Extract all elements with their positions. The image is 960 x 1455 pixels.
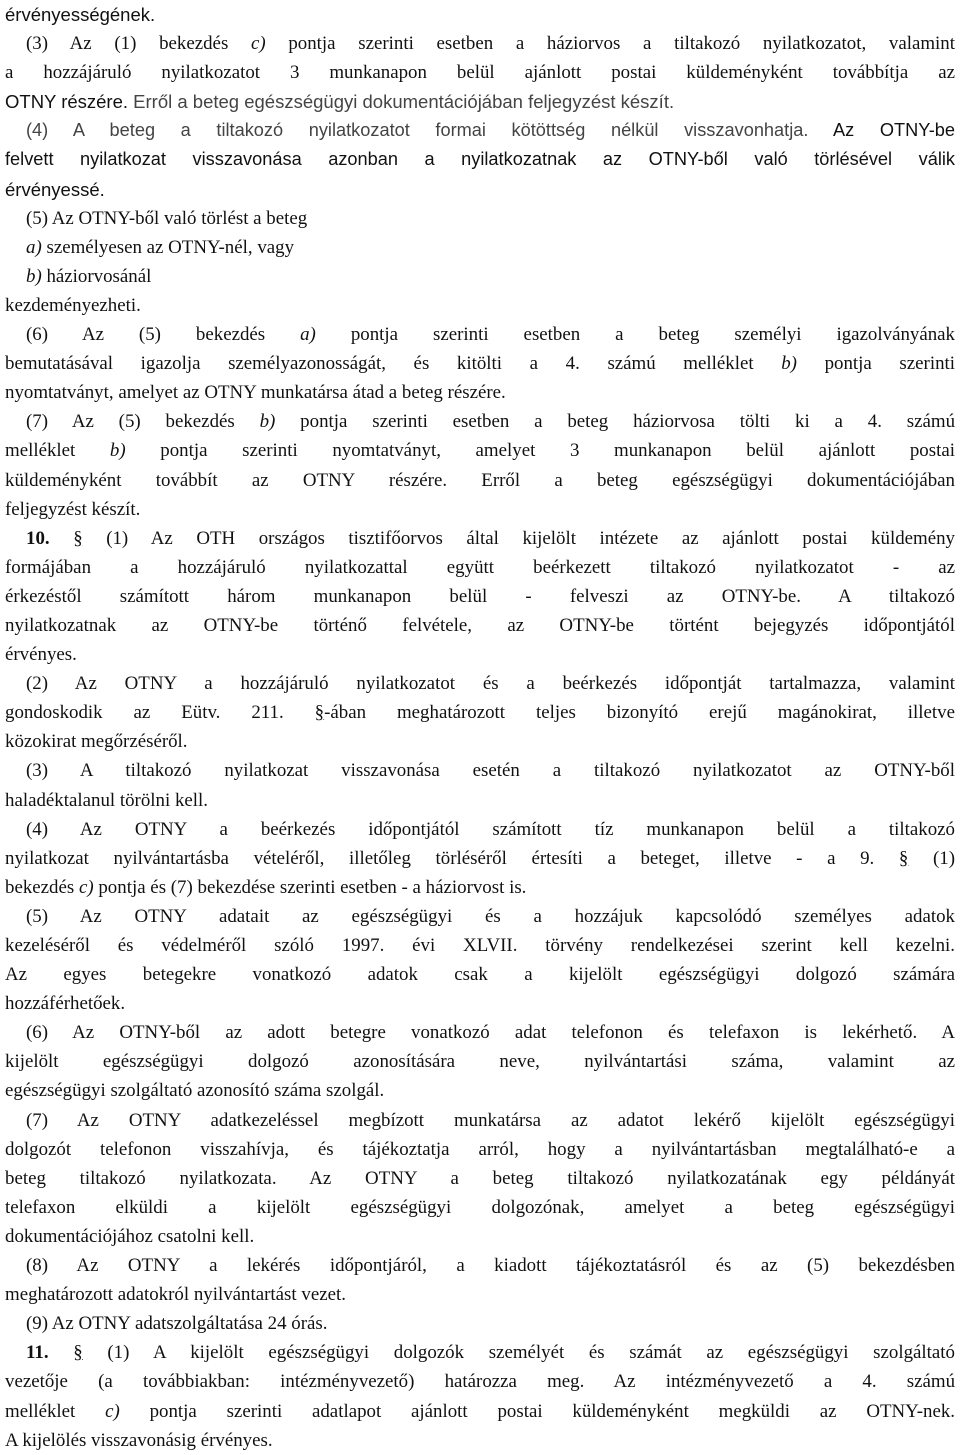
text-line-26: [5, 727, 955, 756]
text-line-33: [5, 931, 955, 960]
text-line-6: [5, 145, 955, 174]
text-line-10: [5, 262, 955, 291]
line-11-seg-1: kezdeményezheti.: [5, 294, 141, 316]
text-line-25: [5, 698, 955, 727]
text-line-11: [5, 291, 955, 320]
text-line-44: [5, 1251, 955, 1280]
line-20-seg-1: formájában a hozzájáruló nyilatkozattal együtt beérkezett tiltakozó nyilatkozatot - az: [5, 556, 955, 578]
line-15-seg-2: b): [259, 411, 276, 433]
line-9-seg-2: személyesen az OTNY-nél, vagy: [41, 236, 295, 258]
line-31-seg-3: pontja és (7) bekezdése szerinti esetben - a háziorvost is.: [93, 876, 527, 898]
line-24-seg-1: (2) Az OTNY a hozzájáruló nyilatkozatot és a beérkezés időpontját tartalmazza, valamint: [26, 673, 955, 695]
line-2-seg-3: pontja szerinti esetben a háziorvos a tiltakozó nyilatkozatot, valamint: [265, 33, 955, 55]
line-15-seg-3: pontja szerinti esetben a beteg háziorvosa tölti ki a 4.: [275, 411, 882, 433]
line-7-seg-1: érvényessé.: [5, 178, 105, 200]
text-line-21: [5, 582, 955, 611]
line-47-seg-2: [49, 1342, 74, 1363]
text-line-37: [5, 1047, 955, 1076]
text-line-32: [5, 902, 955, 931]
line-16-seg-1: melléklet: [5, 440, 110, 462]
text-line-20: [5, 553, 955, 582]
line-31-seg-1: bekezdés: [5, 876, 79, 898]
text-line-22: [5, 611, 955, 640]
line-46-seg-1: (9) Az OTNY adatszolgáltatása 24 órás.: [26, 1313, 328, 1335]
line-12-seg-2: a): [300, 324, 316, 346]
line-49-seg-2: c): [105, 1400, 120, 1422]
line-3-seg-1: a hozzájáruló nyilatkozatot 3 munkanapon belül ajánlott postai küldeményként továbbítja az: [5, 62, 955, 84]
line-22-seg-1: nyilatkozatnak az OTNY-be történő felvétele, az OTNY-be történt bejegyzés időpontjától: [5, 614, 955, 636]
line-5-seg-1: (4) A beteg a tiltakozó nyilatkozatot formai kötöttség nélkül visszavonhatja.: [26, 120, 809, 141]
line-34-seg-1: Az egyes betegekre vonatkozó adatok csak a kijelölt egészségügyi dolgozó számára: [5, 964, 955, 986]
line-5-seg-2: Az OTNY-be: [808, 120, 955, 141]
text-line-27: [5, 756, 955, 785]
text-line-31: [5, 873, 955, 902]
line-43-seg-1: dokumentációjához csatolni kell.: [5, 1225, 255, 1247]
text-line-42: [5, 1193, 955, 1222]
line-33-seg-2: évi XLVII.: [384, 935, 518, 956]
text-line-43: [5, 1222, 955, 1251]
line-36-seg-1: (6) Az OTNY-ből az adott betegre vonatkozó adat telefonon és telefaxon is lekérhető.: [26, 1022, 918, 1044]
line-12-seg-3: pontja szerinti esetben a beteg személyi igazolványának: [315, 324, 955, 346]
line-30-seg-2: [874, 848, 899, 869]
text-line-35: [5, 989, 955, 1018]
line-8-seg-1: (5) Az OTNY-ből való törlést a beteg: [26, 207, 308, 229]
line-25-seg-1: gondoskodik az Eütv. 211.: [5, 702, 284, 724]
line-4-seg-1: OTNY részére.: [5, 91, 129, 113]
text-line-38: [5, 1076, 955, 1105]
text-line-5: [5, 116, 955, 145]
line-17-seg-2: Erről a beteg egészségügyi dokumentációjában: [447, 469, 955, 491]
line-9-seg-1: a): [26, 236, 42, 258]
paragraph-sign-link[interactable]: §: [898, 847, 909, 869]
line-28-seg-1: haladéktalanul törölni kell.: [5, 789, 209, 811]
line-25-seg-4: -ában meghatározott teljes bizonyító erejű magánokirat, illetve: [324, 702, 955, 724]
line-1-seg-1: érvényességének.: [5, 4, 156, 25]
line-30-seg-1: nyilatkozat nyilvántartásba vételéről, illetőleg törléséről értesíti a beteget, illetve - a 9.: [5, 847, 875, 869]
line-32-seg-1: (5) Az OTNY adatait az egészségügyi és a hozzájuk kapcsolódó személyes adatok: [26, 905, 955, 927]
line-49-seg-3: pontja szerinti adatlapot ajánlott postai küldeményként megküldi az OTNY-nek.: [119, 1400, 955, 1422]
text-line-23: [5, 640, 955, 669]
line-48-seg-3: számú: [876, 1371, 955, 1393]
text-line-16: [5, 436, 955, 465]
line-38-seg-1: egészségügyi szolgáltató azonosító száma szolgál.: [5, 1080, 385, 1102]
line-35-seg-1: hozzáférhetőek.: [5, 993, 126, 1015]
line-45-seg-1: meghatározott adatokról nyilvántartást vezet.: [5, 1284, 346, 1306]
text-line-36: [5, 1018, 955, 1047]
text-line-13: [5, 349, 955, 378]
line-2-seg-2: c): [250, 33, 266, 55]
line-6-seg-1: felvett nyilatkozat visszavonása azonban a nyilatkozatnak az OTNY-ből való törlésével válik: [5, 149, 955, 170]
line-49-seg-1: melléklet: [5, 1400, 106, 1422]
text-line-40: [5, 1135, 955, 1164]
line-13-seg-1: bemutatásával igazolja személyazonosságát, és kitölti a 4.: [5, 353, 580, 375]
text-line-14: [5, 378, 955, 407]
line-37-seg-1: kijelölt egészségügyi dolgozó azonosítására neve, nyilvántartási száma, valamint az: [5, 1051, 955, 1073]
line-23-seg-1: érvényes.: [5, 644, 77, 666]
text-line-29: [5, 815, 955, 844]
text-line-8: [5, 204, 955, 233]
paragraph-sign-link[interactable]: §: [73, 1342, 83, 1364]
text-line-50: [5, 1426, 955, 1455]
line-10-seg-1: b): [26, 265, 42, 287]
line-12-seg-1: (6) Az (5) bekezdés: [26, 324, 301, 346]
line-47-seg-4: (1) A kijelölt egészségügyi dolgozók személyét és számát az egészségügyi szolgáltató: [82, 1342, 955, 1364]
section-number-10: 10.: [26, 527, 50, 549]
text-line-39: [5, 1106, 955, 1135]
line-41-seg-1: beteg tiltakozó nyilatkozata.: [5, 1167, 277, 1189]
section-number-11: 11.: [26, 1342, 49, 1364]
text-line-45: [5, 1280, 955, 1309]
line-40-seg-1: dolgozót telefonon visszahívja, és tájékoztatja arról, hogy a nyilvántartásban megtalálható-e a: [5, 1138, 955, 1160]
text-line-47: [5, 1338, 955, 1367]
line-48-seg-2: Az intézményvezető a 4.: [584, 1371, 877, 1393]
line-31-seg-2: c): [78, 876, 94, 898]
line-21-seg-2: A tiltakozó: [800, 585, 955, 607]
text-line-3: [5, 58, 955, 87]
legal-text-body: [5, 0, 955, 1455]
text-line-30: [5, 844, 955, 873]
line-42-seg-1: telefaxon elküldi a kijelölt egészségügyi dolgozónak, amelyet a beteg egészségügyi: [5, 1196, 955, 1218]
line-13-seg-3: b): [781, 353, 797, 375]
line-13-seg-2: számú melléklet: [579, 353, 782, 375]
text-line-17: [5, 466, 955, 495]
paragraph-sign-link[interactable]: §: [314, 702, 325, 724]
text-line-46: [5, 1309, 955, 1338]
text-line-28: [5, 786, 955, 815]
text-line-1: [5, 0, 955, 29]
line-39-seg-1: (7) Az OTNY adatkezeléssel megbízott munkatársa az adatot lekérő kijelölt egészségügyi: [26, 1109, 955, 1131]
line-19-seg-4: (1) Az OTH országos tisztifőorvos által kijelölt intézete az ajánlott postai küldemény: [82, 527, 955, 549]
line-16-seg-2: b): [109, 440, 126, 462]
line-25-seg-2: [284, 702, 315, 723]
line-33-seg-1: kezeléséről és védelméről szóló 1997.: [5, 935, 385, 956]
text-line-18: [5, 495, 955, 524]
line-14-seg-1: nyomtatványt, amelyet az OTNY munkatársa átad a beteg részére.: [5, 382, 506, 404]
line-21-seg-1: érkezéstől számított három munkanapon belül - felveszi az OTNY-be.: [5, 585, 801, 607]
text-line-49: [5, 1397, 955, 1426]
text-line-2: [5, 29, 955, 58]
line-33-seg-3: törvény rendelkezései szerint kell kezelni.: [517, 935, 955, 956]
text-line-4: [5, 87, 955, 116]
line-2-seg-1: (3) Az (1) bekezdés: [26, 33, 251, 55]
line-26-seg-1: közokirat megőrzéséről.: [5, 731, 188, 753]
line-15-seg-1: (7) Az (5) bekezdés: [26, 411, 260, 433]
line-27-seg-1: (3) A tiltakozó nyilatkozat visszavonása esetén a tiltakozó nyilatkozatot az OTNY-ből: [26, 760, 955, 782]
line-48-seg-1: vezetője (a továbbiakban: intézményvezető) határozza meg.: [5, 1371, 585, 1393]
text-line-19: [5, 524, 955, 553]
line-15-seg-4: számú: [881, 411, 955, 433]
text-line-41: [5, 1164, 955, 1193]
line-18-seg-1: feljegyzést készít.: [5, 498, 141, 520]
line-30-seg-4: (1): [908, 847, 955, 869]
text-line-12: [5, 320, 955, 349]
line-13-seg-4: pontja szerinti: [796, 353, 955, 375]
line-10-seg-2: háziorvosánál: [41, 265, 152, 287]
line-16-seg-3: pontja szerinti nyomtatványt, amelyet 3 munkanapon belül ajánlott postai: [125, 440, 955, 462]
text-line-48: [5, 1367, 955, 1396]
text-line-15: [5, 407, 955, 436]
text-line-24: [5, 669, 955, 698]
line-17-seg-1: küldeményként továbbít az OTNY részére.: [5, 469, 448, 491]
line-36-seg-2: A: [917, 1022, 955, 1044]
line-41-seg-2: Az OTNY a beteg tiltakozó nyilatkozatának egy példányát: [276, 1167, 955, 1189]
paragraph-sign-link[interactable]: §: [73, 527, 83, 549]
line-19-seg-2: [50, 528, 74, 549]
text-line-34: [5, 960, 955, 989]
line-50-seg-1: A kijelölés visszavonásig érvényes.: [5, 1429, 273, 1451]
text-line-7: [5, 175, 955, 204]
text-line-9: [5, 233, 955, 262]
line-44-seg-1: (8) Az OTNY a lekérés időpontjáról, a kiadott tájékoztatásról és az (5) bekezdésben: [26, 1255, 955, 1277]
line-29-seg-1: (4) Az OTNY a beérkezés időpontjától számított tíz munkanapon belül a tiltakozó: [26, 818, 955, 840]
line-4-seg-2: Erről a beteg egészségügyi dokumentációjában feljegyzést készít.: [128, 91, 675, 113]
